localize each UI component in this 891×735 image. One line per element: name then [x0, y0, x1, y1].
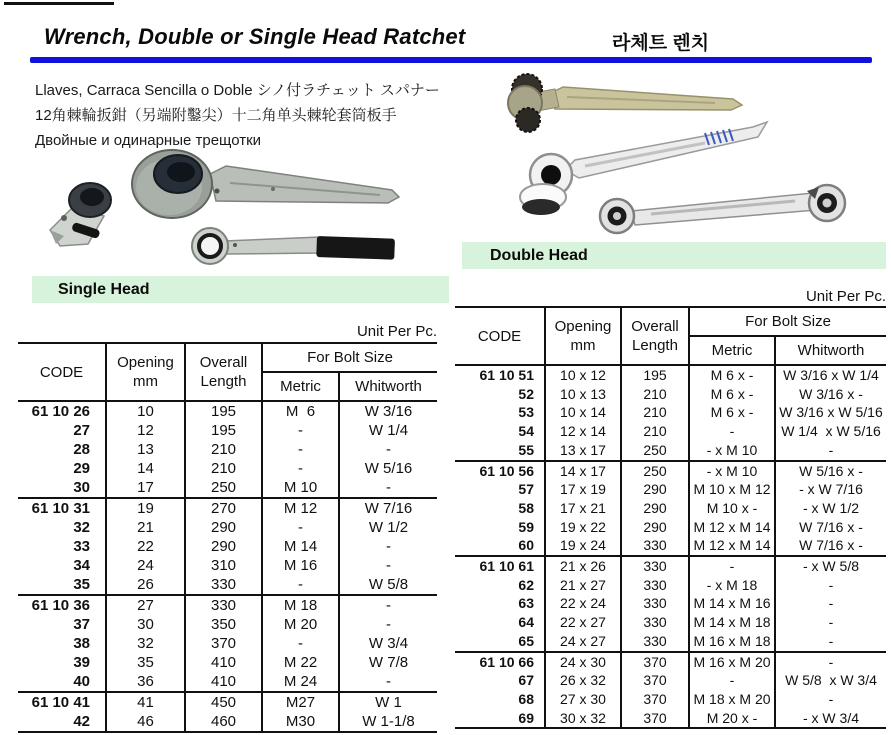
cell-opening: 35	[106, 653, 185, 672]
single-head-heading-label: Single Head	[58, 281, 150, 298]
column-header-opening: Opening mm	[545, 307, 621, 365]
cell-length: 370	[621, 690, 689, 709]
product-description	[35, 78, 440, 153]
cell-metric: M 20	[262, 615, 339, 634]
column-header-bolt-size: For Bolt Size	[262, 343, 437, 372]
cell-metric: M 14	[262, 537, 339, 556]
cell-opening: 46	[106, 712, 185, 732]
cell-metric: M 16 x M 18	[689, 632, 775, 652]
cell-code: 54	[455, 422, 545, 441]
cell-metric: -	[262, 440, 339, 459]
cell-code: 52	[455, 385, 545, 404]
page-title-korean: 라체트 렌치	[612, 33, 710, 54]
cell-metric: -	[689, 671, 775, 690]
cell-metric: M 12	[262, 498, 339, 518]
single-head-table	[18, 342, 437, 733]
double-head-photos	[455, 63, 891, 247]
cell-whitworth: W 7/16	[339, 498, 437, 518]
cell-opening: 17	[106, 478, 185, 498]
cell-metric: - x M 10	[689, 461, 775, 481]
cell-code: 27	[18, 421, 106, 440]
double-head-unit-note: Unit Per Pc.	[805, 288, 886, 305]
cell-whitworth: W 3/4	[368, 635, 409, 652]
description-line-ru: Двойные и одинарные трещотки	[35, 132, 262, 149]
table-row	[18, 478, 437, 498]
cell-whitworth: W 1/4	[368, 422, 409, 439]
table-row	[18, 537, 437, 556]
cell-code: 61 10 51	[455, 365, 545, 385]
cell-opening: 36	[106, 672, 185, 692]
cell-code: 55	[455, 441, 545, 461]
cell-length: 410	[185, 672, 262, 692]
table-row	[455, 385, 886, 404]
cell-whitworth: -	[386, 557, 391, 574]
cell-metric: -	[262, 518, 339, 537]
cell-metric: M 12 x M 14	[689, 536, 775, 556]
cell-code: 61 10 56	[455, 461, 545, 481]
cell-length: 330	[621, 536, 689, 556]
cell-code: 65	[455, 632, 545, 652]
double-ring-wrench-photo	[600, 185, 845, 233]
cell-opening: 32	[106, 634, 185, 653]
cell-opening: 13	[106, 440, 185, 459]
table-row	[455, 422, 886, 441]
table-row	[455, 652, 886, 672]
table-row	[455, 518, 886, 537]
table-row	[18, 615, 437, 634]
top-edge-line	[4, 2, 114, 5]
cell-whitworth: W 1/2	[368, 519, 409, 536]
single-head-table-body	[18, 401, 437, 732]
cell-opening: 26 x 32	[545, 671, 621, 690]
cell-whitworth: -	[828, 690, 834, 707]
cell-code: 59	[455, 518, 545, 537]
cell-opening: 27	[106, 595, 185, 615]
cell-whitworth: W 5/16 x -	[775, 461, 886, 481]
cell-metric: M 6 x -	[689, 385, 775, 404]
cell-opening: 27 x 30	[545, 690, 621, 709]
cell-code: 29	[18, 459, 106, 478]
cell-metric: M 12 x M 14	[689, 518, 775, 537]
cell-length: 370	[185, 634, 262, 653]
cell-whitworth: W 5/8 x W 3/4	[785, 672, 877, 689]
cell-length: 330	[185, 595, 262, 615]
double-head-heading-label: Double Head	[490, 247, 588, 264]
cell-length: 330	[621, 594, 689, 613]
cell-whitworth: -	[828, 632, 834, 649]
column-header-whitworth: Whitworth	[775, 336, 886, 365]
cell-code: 67	[455, 671, 545, 690]
cell-metric: -	[262, 575, 339, 595]
cell-length: 450	[185, 692, 262, 712]
table-row	[455, 632, 886, 652]
cell-code: 57	[455, 480, 545, 499]
cell-length: 210	[621, 403, 689, 422]
cell-opening: 21	[106, 518, 185, 537]
cell-whitworth: W 7/16 x -	[799, 518, 863, 535]
cell-length: 370	[621, 671, 689, 690]
cell-metric: - x M 10	[689, 441, 775, 461]
cell-code: 60	[455, 536, 545, 556]
cell-metric: M 6	[262, 401, 339, 421]
cell-metric: M27	[262, 692, 339, 712]
cell-metric: M 24	[262, 672, 339, 692]
ring-ratchet-wrench-photo	[192, 228, 395, 264]
cell-metric: M 18	[262, 595, 339, 615]
cell-length: 410	[185, 653, 262, 672]
cell-length: 195	[621, 365, 689, 385]
cell-length: 195	[185, 401, 262, 421]
cell-code: 37	[18, 615, 106, 634]
column-header-metric: Metric	[262, 372, 339, 401]
cell-length: 350	[185, 615, 262, 634]
table-row	[455, 441, 886, 461]
cell-metric: M 16 x M 20	[689, 652, 775, 672]
column-header-opening: Opening mm	[106, 343, 185, 401]
cell-length: 210	[185, 459, 262, 478]
single-head-unit-note: Unit Per Pc.	[356, 323, 437, 340]
cell-code: 63	[455, 594, 545, 613]
cell-opening: 22	[106, 537, 185, 556]
double-head-heading	[462, 242, 886, 269]
table-row	[18, 421, 437, 440]
cell-code: 35	[18, 575, 106, 595]
cell-whitworth: W 1-1/8	[362, 713, 415, 730]
table-row	[18, 595, 437, 615]
table-row	[455, 576, 886, 595]
cell-opening: 10 x 14	[545, 403, 621, 422]
double-head-table-body	[455, 365, 886, 728]
cell-whitworth: W 5/16	[364, 460, 413, 477]
cell-whitworth: -	[386, 538, 391, 555]
table-row	[18, 575, 437, 595]
cell-opening: 30	[106, 615, 185, 634]
single-head-photos	[20, 146, 450, 276]
table-row	[18, 634, 437, 653]
cell-code: 32	[18, 518, 106, 537]
description-line-zh: 12角棘輪扳鉗（另端附鑿尖）十二角单头棘轮套筒板手	[35, 107, 397, 124]
cell-length: 370	[621, 652, 689, 672]
cell-code: 61 10 31	[18, 498, 106, 518]
cell-length: 195	[185, 421, 262, 440]
cell-whitworth: -	[828, 441, 834, 458]
cell-whitworth: -	[828, 576, 834, 593]
cell-opening: 26	[106, 575, 185, 595]
column-header-overall-length: Overall Length	[621, 307, 689, 365]
column-header-whitworth: Whitworth	[339, 372, 437, 401]
cell-metric: M 10 x M 12	[689, 480, 775, 499]
table-row	[18, 672, 437, 692]
cell-code: 68	[455, 690, 545, 709]
cell-whitworth: W 3/16	[364, 403, 413, 420]
cell-code: 61 10 26	[18, 401, 106, 421]
column-header-code: CODE	[18, 343, 106, 401]
cell-code: 39	[18, 653, 106, 672]
cell-whitworth: -	[828, 614, 834, 631]
table-row	[18, 401, 437, 421]
table-row	[455, 499, 886, 518]
cell-length: 250	[185, 478, 262, 498]
column-header-metric: Metric	[689, 336, 775, 365]
table-row	[455, 403, 886, 422]
cell-opening: 19 x 22	[545, 518, 621, 537]
table-row	[455, 461, 886, 481]
table-row	[18, 556, 437, 575]
table-row	[18, 518, 437, 537]
table-row	[455, 594, 886, 613]
cell-whitworth: -	[386, 673, 391, 690]
cell-code: 30	[18, 478, 106, 498]
column-header-code: CODE	[455, 307, 545, 365]
cell-whitworth: W 5/8	[368, 576, 409, 593]
table-row	[18, 440, 437, 459]
cell-length: 330	[621, 556, 689, 576]
cell-whitworth: -	[775, 652, 886, 672]
cell-opening: 12 x 14	[545, 422, 621, 441]
cell-opening: 14	[106, 459, 185, 478]
cell-metric: M 16	[262, 556, 339, 575]
table-row	[18, 459, 437, 478]
table-row	[18, 712, 437, 732]
table-row	[455, 556, 886, 576]
cell-length: 210	[621, 385, 689, 404]
cell-metric: M 6 x -	[689, 403, 775, 422]
cell-code: 42	[18, 712, 106, 732]
cell-metric: -	[262, 459, 339, 478]
cell-metric: -	[689, 422, 775, 441]
cell-metric: M 6 x -	[689, 365, 775, 385]
cell-metric: -	[262, 421, 339, 440]
cell-length: 210	[621, 422, 689, 441]
cell-code: 61 10 66	[455, 652, 545, 672]
cell-code: 61 10 36	[18, 595, 106, 615]
cell-code: 69	[455, 709, 545, 729]
cell-opening: 17 x 19	[545, 480, 621, 499]
cell-whitworth: -	[828, 595, 834, 612]
cell-opening: 24 x 27	[545, 632, 621, 652]
cell-opening: 13 x 17	[545, 441, 621, 461]
cell-opening: 17 x 21	[545, 499, 621, 518]
cell-opening: 22 x 27	[545, 613, 621, 632]
cell-code: 61 10 61	[455, 556, 545, 576]
cell-whitworth: - x W 5/8	[775, 556, 886, 576]
table-row	[455, 480, 886, 499]
page-title: Wrench, Double or Single Head Ratchet	[44, 24, 466, 49]
cell-opening: 19 x 24	[545, 536, 621, 556]
cell-whitworth: -	[386, 479, 391, 496]
cell-code: 58	[455, 499, 545, 518]
single-head-heading	[32, 276, 449, 303]
cell-code: 33	[18, 537, 106, 556]
cell-length: 310	[185, 556, 262, 575]
cell-metric: -	[262, 634, 339, 653]
cell-code: 53	[455, 403, 545, 422]
cell-whitworth: -	[386, 441, 391, 458]
cell-opening: 10 x 12	[545, 365, 621, 385]
cell-code: 34	[18, 556, 106, 575]
cell-whitworth: W 3/16 x W 5/16	[779, 404, 883, 421]
cell-opening: 22 x 24	[545, 594, 621, 613]
cell-whitworth: W 3/16 x -	[799, 385, 863, 402]
cell-whitworth: W 7/16 x -	[799, 537, 863, 554]
cell-metric: M 14 x M 18	[689, 613, 775, 632]
cell-length: 330	[185, 575, 262, 595]
double-head-table	[455, 306, 886, 729]
cell-whitworth: -	[386, 616, 391, 633]
cell-length: 250	[621, 461, 689, 481]
table-row	[455, 365, 886, 385]
cell-opening: 30 x 32	[545, 709, 621, 729]
table-row	[455, 613, 886, 632]
cell-length: 210	[185, 440, 262, 459]
cell-whitworth: W 1/4 x W 5/16	[781, 423, 881, 440]
cell-code: 62	[455, 576, 545, 595]
cell-code: 28	[18, 440, 106, 459]
cell-opening: 41	[106, 692, 185, 712]
table-row	[455, 671, 886, 690]
cell-metric: M 18 x M 20	[689, 690, 775, 709]
cell-length: 330	[621, 632, 689, 652]
cell-metric: M30	[262, 712, 339, 732]
cell-opening: 14 x 17	[545, 461, 621, 481]
table-row	[18, 498, 437, 518]
cell-whitworth: W 3/16 x W 1/4	[783, 367, 879, 383]
cell-whitworth: - x W 1/2	[802, 499, 859, 516]
cell-opening: 19	[106, 498, 185, 518]
cell-whitworth: W 7/8	[368, 654, 409, 671]
cell-length: 330	[621, 576, 689, 595]
column-header-bolt-size: For Bolt Size	[689, 307, 886, 336]
cell-length: 460	[185, 712, 262, 732]
cell-metric: M 22	[262, 653, 339, 672]
cell-metric: M 10 x -	[689, 499, 775, 518]
cell-whitworth: - x W 3/4	[802, 709, 859, 726]
cell-whitworth: -	[339, 595, 437, 615]
cell-code: 38	[18, 634, 106, 653]
column-header-overall-length: Overall Length	[185, 343, 262, 401]
cell-metric: - x M 18	[689, 576, 775, 595]
cell-length: 290	[185, 518, 262, 537]
cell-opening: 10	[106, 401, 185, 421]
cell-code: 64	[455, 613, 545, 632]
cell-length: 290	[621, 480, 689, 499]
table-row	[18, 653, 437, 672]
cell-opening: 24	[106, 556, 185, 575]
cell-metric: M 10	[262, 478, 339, 498]
table-row	[455, 709, 886, 729]
podger-ratchet-wrench-photo	[132, 150, 399, 218]
cell-code: 61 10 41	[18, 692, 106, 712]
table-row	[18, 692, 437, 712]
double-podger-wrench-gold-photo	[508, 74, 742, 132]
table-row	[455, 536, 886, 556]
cell-whitworth: W 1	[339, 692, 437, 712]
ratchet-head-part-photo	[50, 183, 111, 246]
cell-opening: 12	[106, 421, 185, 440]
cell-length: 250	[621, 441, 689, 461]
table-row	[455, 690, 886, 709]
cell-length: 330	[621, 613, 689, 632]
cell-length: 290	[621, 518, 689, 537]
cell-metric: -	[689, 556, 775, 576]
cell-length: 370	[621, 709, 689, 729]
cell-metric: M 14 x M 16	[689, 594, 775, 613]
cell-code: 40	[18, 672, 106, 692]
cell-opening: 21 x 27	[545, 576, 621, 595]
cell-length: 290	[185, 537, 262, 556]
cell-length: 270	[185, 498, 262, 518]
cell-opening: 10 x 13	[545, 385, 621, 404]
cell-metric: M 20 x -	[689, 709, 775, 729]
cell-length: 290	[621, 499, 689, 518]
cell-opening: 21 x 26	[545, 556, 621, 576]
cell-opening: 24 x 30	[545, 652, 621, 672]
cell-whitworth: - x W 7/16	[799, 481, 863, 498]
description-line-es-ja: Llaves, Carraca Sencilla o Doble シノ付ラチェット スパナー	[35, 82, 440, 99]
